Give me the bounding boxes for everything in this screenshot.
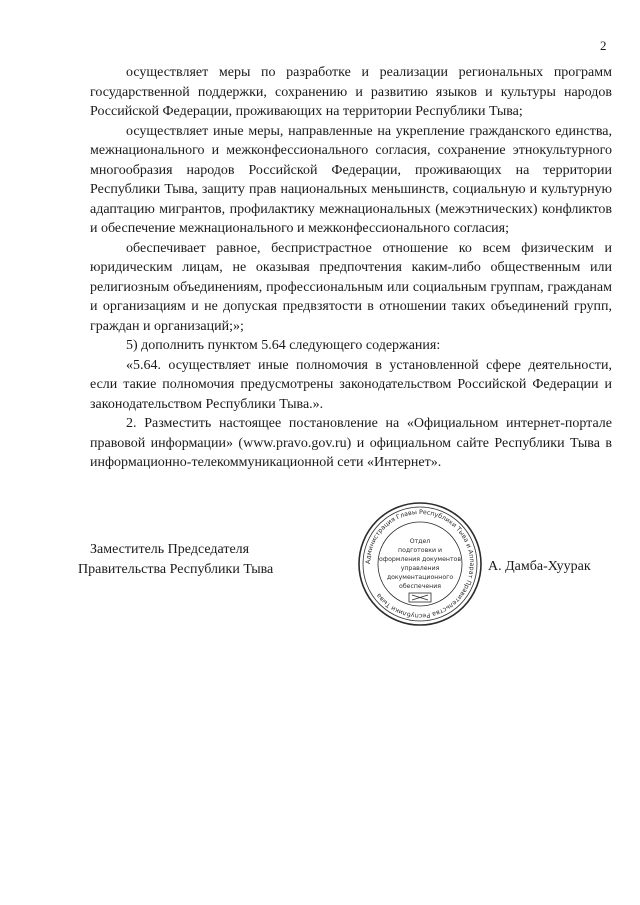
seal-ring-text: Администрация Главы Республики Тыва и Аппарат Правительства Республики Тыва [364,508,476,620]
seal-center-line: Отдел [409,538,431,545]
paragraph-item-5-64: «5.64. осуществляет иные полномочия в установленной сфере деятельности, если такие полномочия предусмотрены законодательством Российской Федерации и законодательством Республики Тыва.». [90,357,612,412]
signer-title-line-1: Заместитель Председателя [90,542,250,557]
document-body [90,63,612,473]
signer-name: А. Дамба-Хуурак [488,559,591,574]
signer-title-line-2: Правительства Республики Тыва [78,561,274,577]
seal-center-line: оформления документов [379,556,461,563]
seal-center-line: подготовки и [398,547,442,554]
signature-block [0,508,640,656]
seal-emblem-icon [409,593,431,602]
seal-center-line: управления [400,565,440,572]
seal-center-line: документационного [386,574,454,581]
paragraph-regional-programs: осуществляет меры по разработке и реализации региональных программ государственной поддержки, сохранению и развитию языков и культуры народов Российской Федерации, проживающих на территории Республики Тыва; [90,65,612,119]
paragraph-equal-treatment: обеспечивает равное, беспристрастное отношение ко всем физическим и юридическим лицам, не оказывая предпочтения каким-либо общественным или религиозным объединениям, профессиональным или социальным группам, гражданам и организациям и не допуская предвзятости в отношении таких объединений групп, граждан и организаций;»; [90,240,612,334]
page-number: 2 [600,38,607,53]
seal-center-line: обеспечения [399,583,441,590]
paragraph-item-5: 5) дополнить пунктом 5.64 следующего содержания: [126,338,441,353]
paragraph-civic-unity: осуществляет иные меры, направленные на укрепление гражданского единства, межнационального и межконфессионального согласия, сохранение этнокультурного многообразия народов Российской Федерации, проживающих на территории Республики Тыва, защиту прав национальных меньшинств, социальную и культурную адаптацию мигрантов, профилактику межнациональных (межэтнических) конфликтов и обеспечение межнационального и межконфессионального согласия; [90,123,612,236]
official-seal-stamp [356,500,484,628]
signer-title [78,540,273,579]
paragraph-item-2-publication: 2. Разместить настоящее постановление на «Официальном интернет-портале правовой информации» (www.pravo.gov.ru) и официальном сайте Республики Тыва в информационно-телекоммуникационной сети «Интернет». [90,416,612,470]
